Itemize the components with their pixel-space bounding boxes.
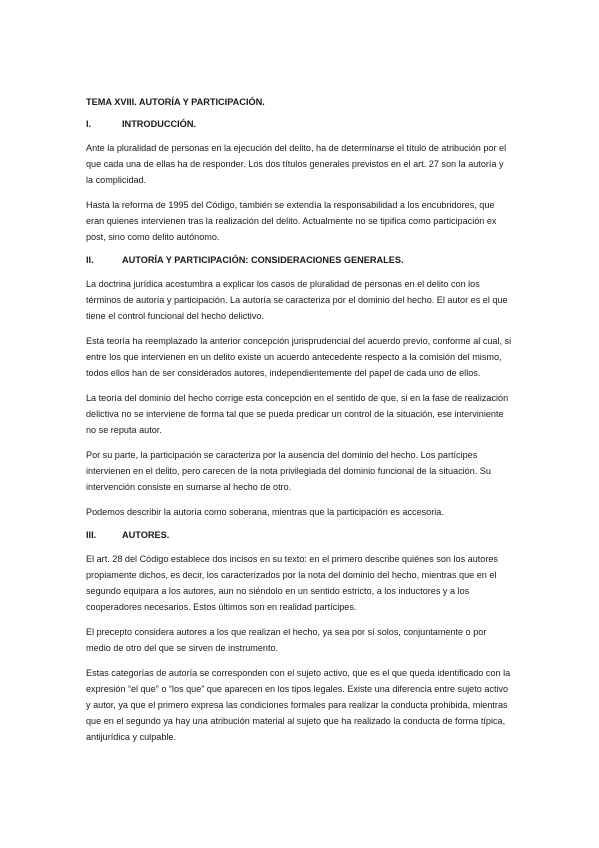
section-number: I. — [86, 119, 92, 129]
section-number: II. — [86, 255, 94, 265]
paragraph: Por su parte, la participación se caracteriza por la ausencia del dominio del hecho. Los partícipes intervienen en el delito, pero carecen de la nota privilegiada del dominio funcional de la situación. Su intervención consiste en sumarse al hecho de otro. — [86, 450, 491, 492]
paragraph: El art. 28 del Código establece dos incisos en su texto: en el primero describe quiénes son los autores propiamente dichos, es decir, los caracterizados por la nota del dominio del hecho, mientras que en el segundo equipara a los autores, aun no siéndolo en un sentido estricto, a los inductores y a los cooperadores necesarios. Estos últimos son en realidad partícipes. — [86, 554, 498, 612]
paragraph: La doctrina jurídica acostumbra a explicar los casos de pluralidad de personas en el delito con los términos de autoría y participación. La autoría se caracteriza por el dominio del hecho. El autor es el que tiene el control funcional del hecho delictivo. — [86, 279, 508, 321]
document-title: TEMA XVIII. AUTORÍA Y PARTICIPACIÓN. — [86, 97, 265, 107]
paragraph: Estas categorías de autoría se corresponden con el sujeto activo, que es el que queda identificado con la expresión “el que” o “los que” que aparecen en los tipos legales. Existe una diferencia entre sujeto activo y autor, ya que el primero expresa las condiciones formales para realizar la conducta prohibida, mientras que en el segundo ya hay una atribución material al sujeto que ha realizado la conducta de forma típica, antijurídica y culpable. — [86, 668, 511, 742]
section-title: INTRODUCCIÓN. — [122, 119, 197, 129]
section-heading-1 — [86, 118, 513, 131]
section-heading-2 — [86, 254, 513, 267]
paragraph: Ante la pluralidad de personas en la ejecución del delito, ha de determinarse el título de atribución por el que cada una de ellas ha de responder. Los dos títulos generales previstos en el art. 27 son la autoría y la complicidad. — [86, 143, 507, 185]
paragraph: Podemos describir la autoría como soberana, mientras que la participación es accesoria. — [86, 507, 444, 517]
section-number: III. — [86, 530, 97, 540]
paragraph: Esta teoría ha reemplazado la anterior concepción jurisprudencial del acuerdo previo, conforme al cual, si entre los que intervienen en un delito existe un acuerdo antecedente respecto a la comisión del mismo, todos ellos han de ser considerados autores, independientemente del papel de cada uno de ellos. — [86, 336, 512, 378]
section-heading-3 — [86, 529, 513, 542]
paragraph: Hasta la reforma de 1995 del Código, también se extendía la responsabilidad a los encubridores, que eran quienes intervienen tras la realización del delito. Actualmente no se tipifica como participación ex post, sino como delito autónomo. — [86, 200, 497, 242]
section-title: AUTORÍA Y PARTICIPACIÓN: CONSIDERACIONES GENERALES. — [122, 255, 404, 265]
section-title: AUTORES. — [122, 530, 170, 540]
paragraph: La teoría del dominio del hecho corrige esta concepción en el sentido de que, si en la fase de realización delictiva no se interviene de forma tal que se pueda predicar un control de la situación, ese interviniente no se reputa autor. — [86, 393, 509, 435]
paragraph: El precepto considera autores a los que realizan el hecho, ya sea por sí solos, conjuntamente o por medio de otro del que se sirven de instrumento. — [86, 627, 487, 653]
